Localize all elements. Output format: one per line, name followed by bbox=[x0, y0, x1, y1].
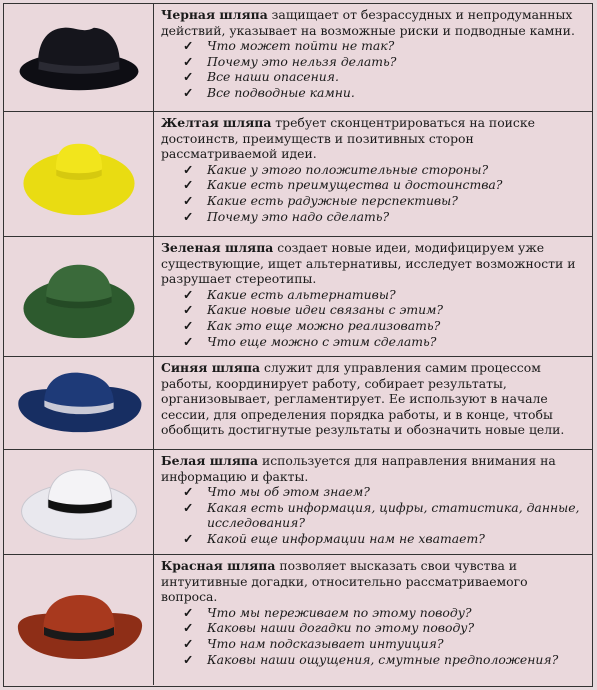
hat-image-cell bbox=[4, 555, 154, 685]
hat-name: Белая шляпа bbox=[161, 453, 259, 468]
list-item: ✓ Какие есть преимущества и достоинства? bbox=[183, 177, 586, 193]
yellow-hat-icon bbox=[4, 112, 154, 236]
hat-description: защищает от безрассудных и непродуманных действий, указывает на возможные риски и подводные камни. bbox=[161, 7, 575, 38]
white-hat-icon bbox=[4, 450, 154, 554]
hat-name: Зеленая шляпа bbox=[161, 240, 274, 255]
table-row bbox=[4, 555, 592, 685]
list-item: ✓ Что мы переживаем по этому поводу? bbox=[183, 605, 586, 621]
table-row bbox=[4, 4, 592, 112]
red-hat-icon bbox=[4, 555, 154, 685]
black-hat-icon bbox=[4, 4, 154, 111]
table-row bbox=[4, 112, 592, 237]
table-row bbox=[4, 357, 592, 450]
hat-description: создает новые идеи, модифицируем уже существующие, ищет альтернативы, исследует возможности и разрушает стереотипы. bbox=[161, 240, 576, 287]
list-item: ✓ Почему это нельзя делать? bbox=[183, 54, 586, 70]
hat-image-cell bbox=[4, 237, 154, 356]
list-item: ✓ Все наши опасения. bbox=[183, 69, 586, 85]
blue-hat-icon bbox=[4, 357, 154, 449]
hat-image-cell bbox=[4, 4, 154, 111]
list-item: ✓ Почему это надо сделать? bbox=[183, 209, 586, 225]
hat-name: Черная шляпа bbox=[161, 7, 268, 22]
hat-image-cell bbox=[4, 450, 154, 554]
hat-description: служит для управления самим процессом работы, координирует работу, собирает результаты, организовывает, регламентирует. Ее используют в начале сессии, для определения порядка работы, и в конце, чтобы обобщить достигнутые результаты и обозначить новые цели. bbox=[161, 360, 565, 438]
hat-description: позволяет высказать свои чувства и интуитивные догадки, относительно рассматриваемого вопроса. bbox=[161, 558, 528, 605]
hat-description: требует сконцентрироваться на поиске достоинств, преимуществ и позитивных сторон рассматриваемой идеи. bbox=[161, 115, 535, 162]
list-item: ✓ Каковы наши догадки по этому поводу? bbox=[183, 620, 586, 636]
list-item: ✓ Какие у этого положительные стороны? bbox=[183, 162, 586, 178]
list-item: ✓ Какие новые идеи связаны с этим? bbox=[183, 302, 586, 318]
table-row bbox=[4, 450, 592, 555]
list-item: ✓ Какой еще информации нам не хватает? bbox=[183, 531, 586, 547]
list-item: ✓ Каковы наши ощущения, смутные предположения? bbox=[183, 652, 586, 668]
list-item: ✓ Какие есть радужные перспективы? bbox=[183, 193, 586, 209]
hat-name: Желтая шляпа bbox=[161, 115, 272, 130]
list-item: ✓ Какая есть информация, цифры, статистика, данные, исследования? bbox=[183, 500, 586, 531]
list-item: ✓ Что может пойти не так? bbox=[183, 38, 586, 54]
hat-description: используется для направления внимания на информацию и факты. bbox=[161, 453, 556, 484]
hat-image-cell bbox=[4, 357, 154, 449]
hat-image-cell bbox=[4, 112, 154, 236]
six-hats-table bbox=[3, 3, 593, 687]
list-item: ✓ Что еще можно с этим сделать? bbox=[183, 334, 586, 350]
list-item: ✓ Что мы об этом знаем? bbox=[183, 484, 586, 500]
table-row bbox=[4, 237, 592, 357]
hat-name: Синяя шляпа bbox=[161, 360, 261, 375]
list-item: ✓ Все подводные камни. bbox=[183, 85, 586, 101]
list-item: ✓ Как это еще можно реализовать? bbox=[183, 318, 586, 334]
hat-name: Красная шляпа bbox=[161, 558, 276, 573]
list-item: ✓ Какие есть альтернативы? bbox=[183, 287, 586, 303]
green-hat-icon bbox=[4, 237, 154, 356]
list-item: ✓ Что нам подсказывает интуиция? bbox=[183, 636, 586, 652]
